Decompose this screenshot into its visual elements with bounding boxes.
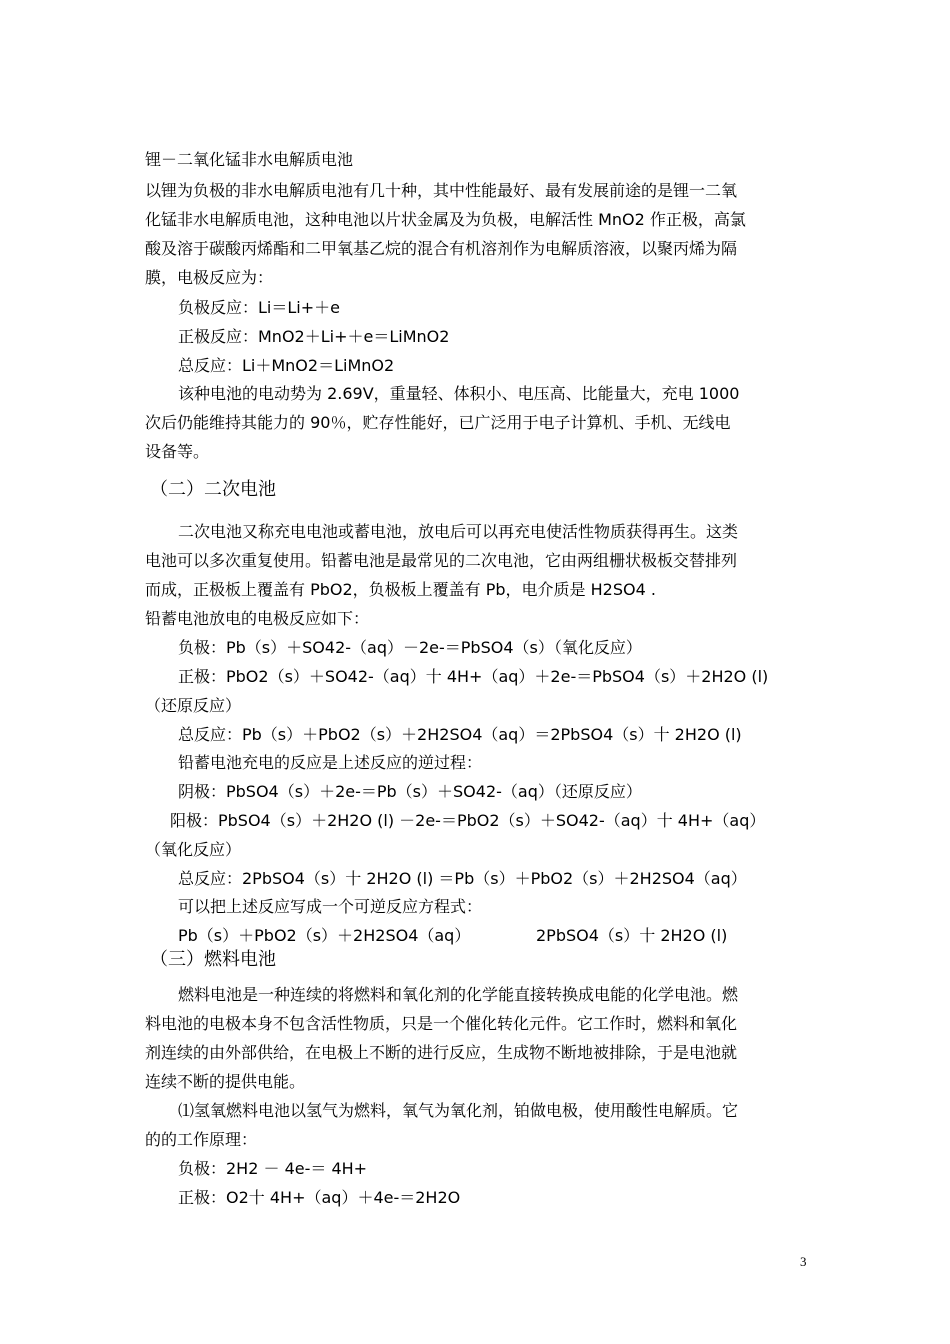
- equation-note: （还原反应）: [145, 696, 242, 715]
- equation-line: 正极反应：MnO2＋Li+＋e＝LiMnO2: [178, 327, 450, 346]
- paragraph-line: 燃料电池是一种连续的将燃料和氧化剂的化学能直接转换成电能的化学电池。燃: [178, 985, 739, 1004]
- equation-note: （氧化反应）: [145, 840, 242, 859]
- equation-right: 2PbSO4（s）十 2H2O (l): [536, 926, 728, 945]
- page-number: 3: [800, 1254, 807, 1269]
- paragraph-line: 二次电池又称充电电池或蓄电池，放电后可以再充电使活性物质获得再生。这类: [178, 522, 739, 541]
- equation-line: 正极：PbO2（s）＋SO42-（aq）十 4H+（aq）＋2e-＝PbSO4（s）＋2H2O (l): [178, 667, 769, 686]
- paragraph-line: 的的工作原理：: [145, 1130, 258, 1149]
- paragraph-line: ⑴氢氧燃料电池以氢气为燃料，氧气为氧化剂，铂做电极，使用酸性电解质。它: [178, 1101, 739, 1120]
- equation-line: 阳极：PbSO4（s）＋2H2O (l) －2e-＝PbO2（s）＋SO42-（aq）十 4H+（aq）: [170, 811, 766, 830]
- paragraph-line: 连续不断的提供电能。: [145, 1072, 306, 1091]
- paragraph-line: 以锂为负极的非水电解质电池有几十种，其中性能最好、最有发展前途的是锂一二氧: [145, 181, 738, 200]
- paragraph-line: 设备等。: [145, 442, 210, 461]
- paragraph-line: 而成，正极板上覆盖有 PbO2，负极板上覆盖有 Pb，电介质是 H2SO4 .: [145, 580, 656, 599]
- paragraph-line: 铅蓄电池放电的电极反应如下：: [145, 609, 370, 628]
- paragraph-line: 电池可以多次重复使用。铅蓄电池是最常见的二次电池，它由两组栅状极板交替排列: [145, 551, 738, 570]
- equation-line: 总反应：Pb（s）＋PbO2（s）＋2H2SO4（aq）＝2PbSO4（s）十 2H2O (l): [178, 725, 742, 744]
- equation-line: 总反应：Li＋MnO2＝LiMnO2: [178, 356, 395, 375]
- section-heading: （二）二次电池: [150, 479, 276, 500]
- equation-line: 总反应：2PbSO4（s）十 2H2O (l) ＝Pb（s）＋PbO2（s）＋2H2SO4（aq）: [178, 869, 747, 888]
- section-heading: （三）燃料电池: [150, 949, 276, 970]
- paragraph-line: 剂连续的由外部供给，在电极上不断的进行反应，生成物不断地被排除，于是电池就: [145, 1043, 738, 1062]
- equation-left: Pb（s）＋PbO2（s）＋2H2SO4（aq）: [178, 926, 471, 945]
- equation-line: 负极：Pb（s）＋SO42-（aq）－2e-＝PbSO4（s）（氧化反应）: [178, 638, 642, 657]
- paragraph-line: 酸及溶于碳酸丙烯酯和二甲氧基乙烷的混合有机溶剂作为电解质溶液，以聚丙烯为隔: [145, 239, 738, 258]
- paragraph-line: 化锰非水电解质电池，这种电池以片状金属及为负极，电解活性 MnO2 作正极，高氯: [145, 210, 746, 229]
- equation-line: 负极反应：Li＝Li+＋e: [178, 298, 340, 317]
- paragraph-line: 膜，电极反应为：: [145, 268, 274, 287]
- paragraph-line: 可以把上述反应写成一个可逆反应方程式：: [178, 897, 483, 916]
- equation-line: 正极：O2十 4H+（aq）＋4e-＝2H2O: [178, 1188, 461, 1207]
- equation-line: 负极：2H2 － 4e-＝ 4H+: [178, 1159, 368, 1178]
- paragraph-line: 该种电池的电动势为 2.69V，重量轻、体积小、电压高、比能量大，充电 1000: [178, 384, 740, 403]
- paragraph-line: 次后仍能维持其能力的 90％，贮存性能好，已广泛用于电子计算机、手机、无线电: [145, 413, 731, 432]
- paragraph-line: 料电池的电极本身不包含活性物质，只是一个催化转化元件。它工作时，燃料和氧化: [145, 1014, 738, 1033]
- section-title: 锂－二氧化锰非水电解质电池: [145, 150, 354, 169]
- paragraph-line: 铅蓄电池充电的反应是上述反应的逆过程：: [178, 753, 483, 772]
- equation-line: 阴极：PbSO4（s）＋2e-＝Pb（s）＋SO42-（aq）（还原反应）: [178, 782, 642, 801]
